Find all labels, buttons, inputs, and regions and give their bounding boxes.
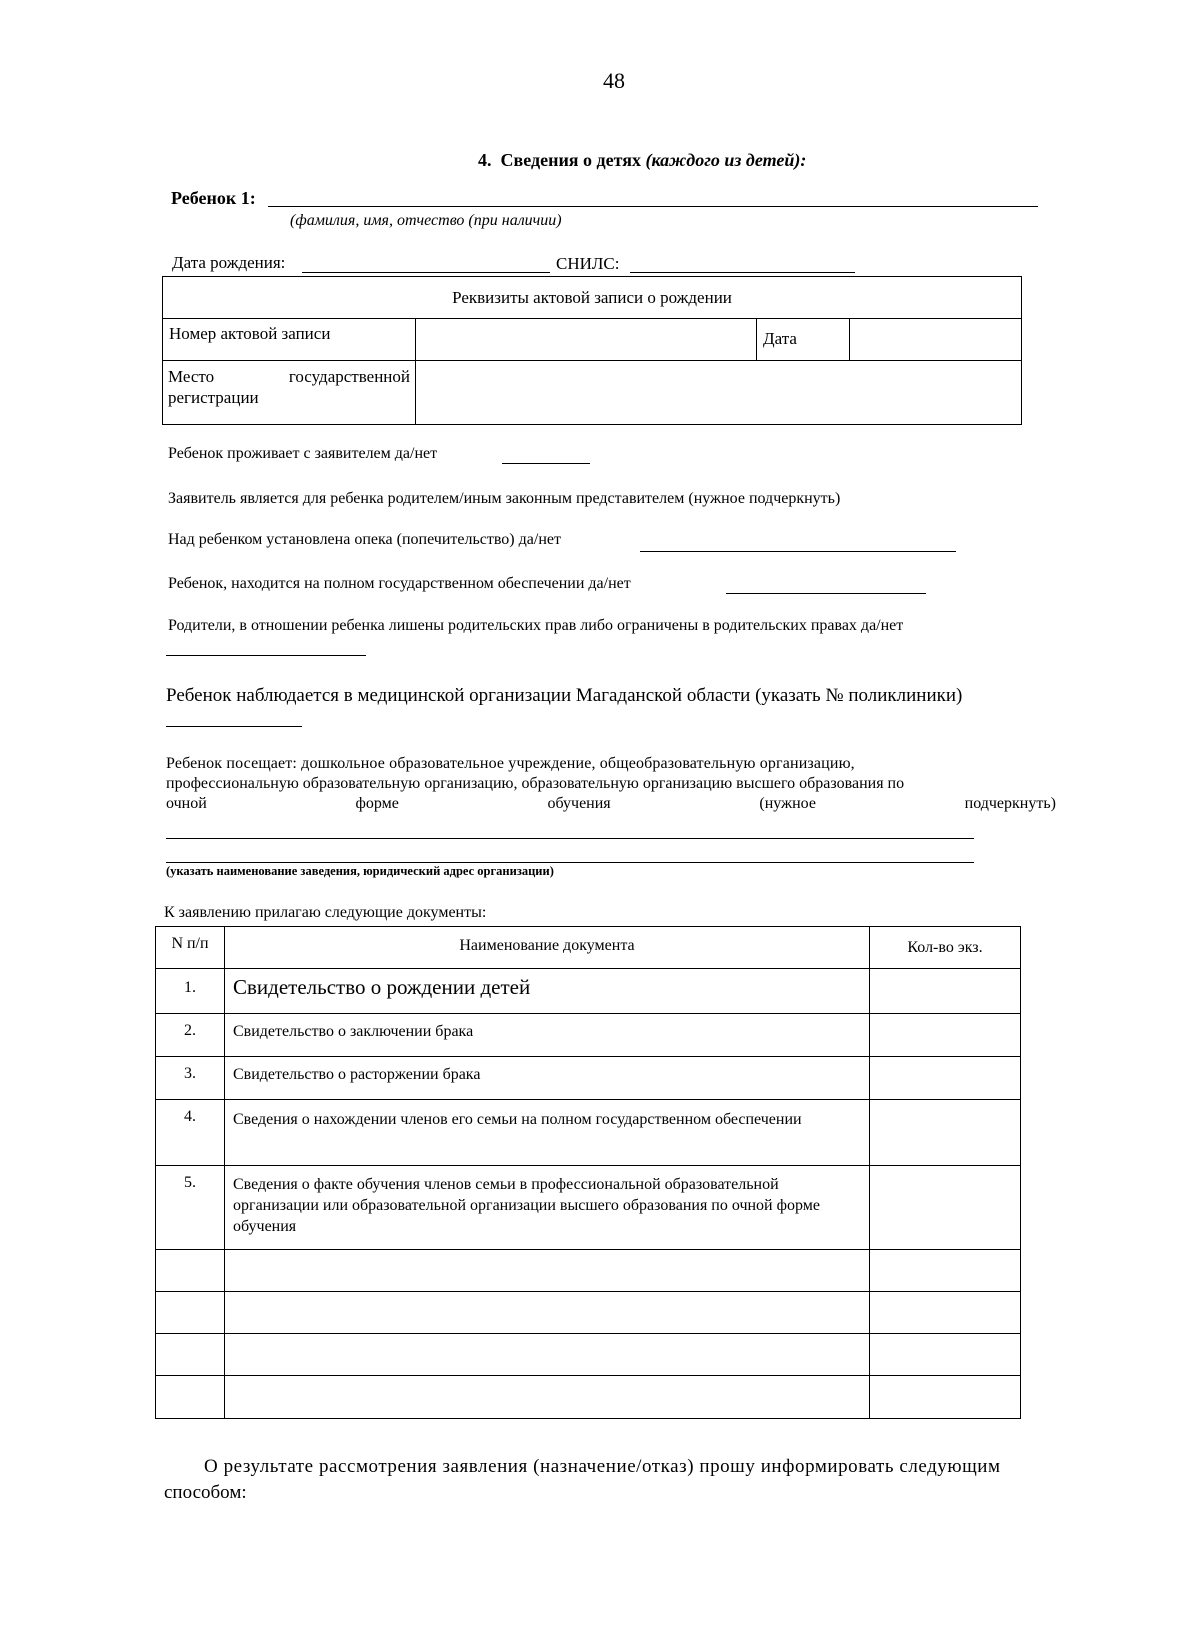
state-support-question: Ребенок, находится на полном государственном обеспечении да/нет xyxy=(168,575,631,592)
guardianship-question: Над ребенком установлена опека (попечительство) да/нет xyxy=(168,531,561,548)
table-row xyxy=(156,1292,1021,1334)
row-num: 1. xyxy=(156,969,225,1014)
row-count[interactable] xyxy=(870,1376,1021,1419)
medical-question: Ребенок наблюдается в медицинской организации Магаданской области (указать № поликлиники) xyxy=(166,685,963,706)
row-name: Свидетельство о рождении детей xyxy=(225,969,870,1014)
row-count[interactable] xyxy=(870,1100,1021,1166)
row-count[interactable] xyxy=(870,1250,1021,1292)
page-number: 48 xyxy=(603,68,625,93)
row-count[interactable] xyxy=(870,1334,1021,1376)
row-name: Свидетельство о заключении брака xyxy=(225,1014,870,1057)
row-count[interactable] xyxy=(870,1057,1021,1100)
registration-place-label: Место государственной регистрации xyxy=(163,361,416,425)
registration-place-field[interactable] xyxy=(416,361,1022,425)
record-date-field[interactable] xyxy=(850,319,1022,361)
header-num: N п/п xyxy=(156,927,225,969)
birth-record-header: Реквизиты актовой записи о рождении xyxy=(163,277,1022,319)
header-count: Кол-во экз. xyxy=(870,927,1021,969)
row-num: 5. xyxy=(156,1166,225,1250)
institution-line-2[interactable] xyxy=(166,862,974,863)
state-support-line[interactable] xyxy=(726,593,926,594)
notification-line-1: О результате рассмотрения заявления (назначение/отказ) прошу информировать следующим xyxy=(204,1456,1001,1477)
row-name[interactable] xyxy=(225,1334,870,1376)
lives-with-line[interactable] xyxy=(502,463,590,464)
table-row xyxy=(156,1334,1021,1376)
row-name: Свидетельство о расторжении брака xyxy=(225,1057,870,1100)
birth-date-label: Дата рождения: xyxy=(172,253,286,272)
row-num[interactable] xyxy=(156,1292,225,1334)
birth-record-table xyxy=(162,276,1022,425)
child-label: Ребенок 1: xyxy=(171,188,256,208)
applicant-is-question: Заявитель является для ребенка родителем/иным законным представителем (нужное подчеркнуть) xyxy=(168,490,841,507)
row-name[interactable] xyxy=(225,1376,870,1419)
notification-paragraph xyxy=(164,1454,1058,1506)
parents-deprived-line[interactable] xyxy=(166,655,366,656)
section-title-note: (каждого из детей): xyxy=(645,150,807,170)
row-count[interactable] xyxy=(870,1166,1021,1250)
row-name[interactable] xyxy=(225,1250,870,1292)
lives-with-question: Ребенок проживает с заявителем да/нет xyxy=(168,445,438,462)
attends-line-2: профессиональную образовательную организацию, образовательную организацию высшего образования по xyxy=(166,775,905,792)
birth-date-line[interactable] xyxy=(302,272,550,273)
guardianship-line[interactable] xyxy=(640,551,956,552)
section-title xyxy=(478,150,806,171)
parents-deprived-question: Родители, в отношении ребенка лишены родительских прав либо ограничены в родительских правах да/нет xyxy=(168,617,904,634)
table-row xyxy=(156,1250,1021,1292)
attends-paragraph xyxy=(166,754,1056,814)
row-num: 2. xyxy=(156,1014,225,1057)
table-row xyxy=(156,969,1021,1014)
attends-line-1: Ребенок посещает: дошкольное образовательное учреждение, общеобразовательную организацию, xyxy=(166,755,855,772)
medical-line[interactable] xyxy=(166,726,302,727)
snils-line[interactable] xyxy=(630,272,855,273)
institution-hint: (указать наименование заведения, юридический адрес организации) xyxy=(166,864,554,878)
row-num[interactable] xyxy=(156,1334,225,1376)
section-title-text: Сведения о детях xyxy=(500,150,641,170)
attends-line-3: очной форме обучения (нужное подчеркнуть) xyxy=(166,795,1056,812)
row-name[interactable] xyxy=(225,1292,870,1334)
row-num[interactable] xyxy=(156,1376,225,1419)
row-count[interactable] xyxy=(870,1292,1021,1334)
table-row xyxy=(156,1014,1021,1057)
documents-table xyxy=(155,926,1021,1419)
row-count[interactable] xyxy=(870,1014,1021,1057)
snils-label: СНИЛС: xyxy=(556,254,620,273)
child-name-hint: (фамилия, имя, отчество (при наличии) xyxy=(290,212,562,229)
record-date-label: Дата xyxy=(757,319,850,361)
record-number-label: Номер актовой записи xyxy=(163,319,416,361)
institution-line-1[interactable] xyxy=(166,838,974,839)
row-count[interactable] xyxy=(870,969,1021,1014)
row-name: Сведения о нахождении членов его семьи на полном государственном обеспечении xyxy=(225,1100,870,1166)
record-number-field[interactable] xyxy=(416,319,757,361)
table-row xyxy=(156,1100,1021,1166)
row-num: 3. xyxy=(156,1057,225,1100)
notification-line-2: способом: xyxy=(164,1482,247,1503)
row-num: 4. xyxy=(156,1100,225,1166)
table-row xyxy=(156,1376,1021,1419)
table-row xyxy=(156,1166,1021,1250)
documents-intro: К заявлению прилагаю следующие документы: xyxy=(164,904,487,921)
child-name-line[interactable] xyxy=(268,206,1038,207)
row-num[interactable] xyxy=(156,1250,225,1292)
header-name: Наименование документа xyxy=(225,927,870,969)
row-name: Сведения о факте обучения членов семьи в профессиональной образовательной организации или образовательной организации высшего образования по очной форме обучения xyxy=(225,1166,870,1250)
section-number: 4. xyxy=(478,150,492,170)
table-row xyxy=(156,1057,1021,1100)
